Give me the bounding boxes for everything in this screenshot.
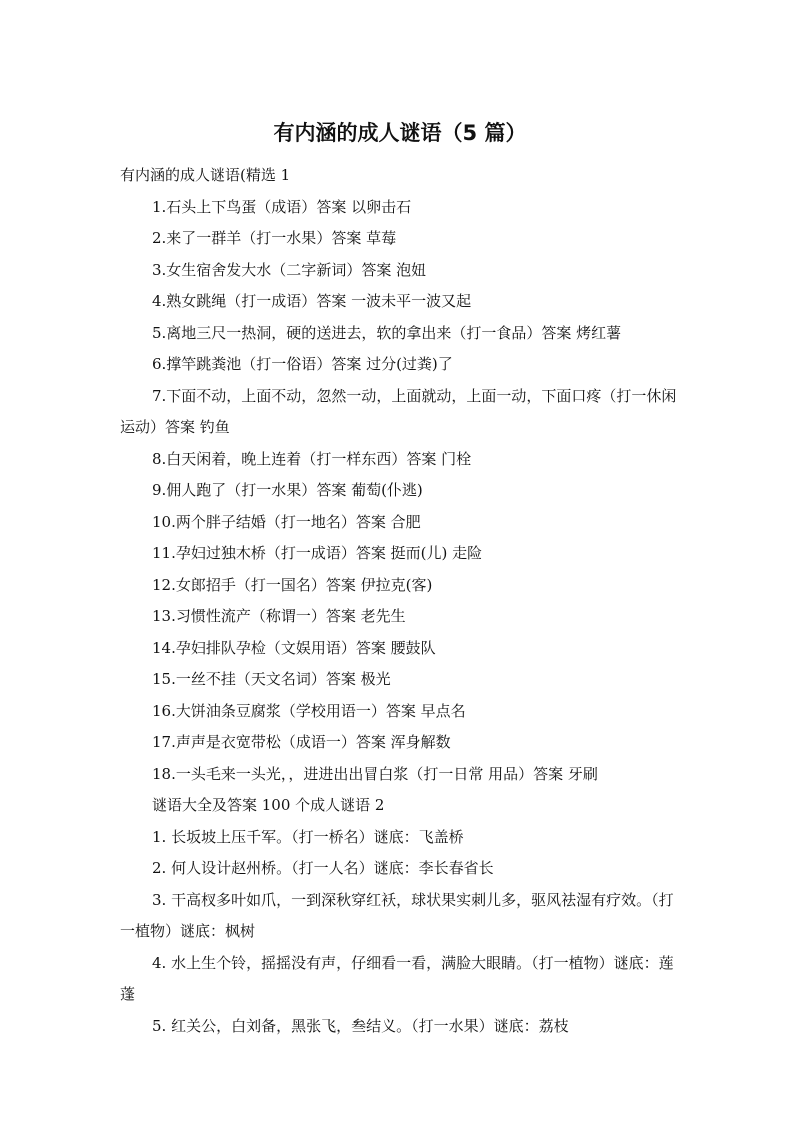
riddle-item: 8.白天闲着，晚上连着（打一样东西）答案 门栓 — [152, 449, 472, 468]
riddle-item: 3.女生宿舍发大水（二字新词）答案 泡妞 — [152, 260, 427, 279]
riddle-item: 13.习惯性流产（称谓一）答案 老先生 — [152, 607, 406, 625]
riddle-item: 7.下面不动，上面不动，忽然一动，上面就动，上面一动，下面口疼（打一休闲运动）答案 钓鱼 — [120, 386, 677, 436]
riddle-item: 10.两个胖子结婚（打一地名）答案 合肥 — [152, 512, 421, 531]
riddle-item: 12.女郎招手（打一国名）答案 伊拉克(客) — [152, 575, 433, 594]
riddle-item: 3. 干高杈多叶如爪，一到深秋穿红袄，球状果实刺儿多，驱风祛湿有疗效。（打一植物）谜底：枫树 — [120, 890, 674, 940]
riddle-item: 17.声声是衣宽带松（成语一）答案 浑身解数 — [152, 733, 451, 751]
riddle-item: 2. 何人设计赵州桥。（打一人名）谜底：李长春省长 — [152, 859, 494, 877]
riddle-item: 9.佣人跑了（打一水果）答案 葡萄(仆逃) — [152, 481, 423, 499]
riddle-item: 6.撑竿跳粪池（打一俗语）答案 过分(过粪)了 — [152, 355, 453, 373]
riddle-item: 5.离地三尺一热洞，硬的送进去，软的拿出来（打一食品）答案 烤红薯 — [152, 323, 622, 342]
riddle-item: 4.熟女跳绳（打一成语）答案 一波未平一波又起 — [152, 292, 472, 310]
riddle-item: 2.来了一群羊（打一水果）答案 草莓 — [152, 229, 397, 247]
riddle-item: 4. 水上生个铃，摇摇没有声，仔细看一看，满脸大眼睛。（打一植物）谜底：莲蓬 — [120, 953, 674, 1003]
riddle-item: 14.孕妇排队孕检（文娱用语）答案 腰鼓队 — [152, 638, 436, 657]
riddle-item: 11.孕妇过独木桥（打一成语）答案 挺而(儿) 走险 — [152, 544, 483, 562]
document-body — [120, 160, 680, 1042]
riddle-item: 16.大饼油条豆腐浆（学校用语一）答案 早点名 — [152, 701, 466, 720]
riddle-item: 18.一头毛来一头光，，进进出出冒白浆（打一日常 用品）答案 牙刷 — [152, 764, 598, 783]
riddle-item: 1.石头上下鸟蛋（成语）答案 以卵击石 — [152, 197, 412, 216]
document-title: 有内涵的成人谜语（5 篇） — [273, 121, 527, 145]
section2-heading: 谜语大全及答案 100 个成人谜语 2 — [152, 796, 385, 814]
riddle-item: 1. 长坂坡上压千军。（打一桥名）谜底：飞盖桥 — [152, 827, 464, 846]
riddle-item: 15.一丝不挂（天文名词）答案 极光 — [152, 670, 391, 688]
section1-heading: 有内涵的成人谜语(精选 1 — [120, 166, 291, 184]
riddle-item: 5. 红关公，白刘备，黑张飞，叁结义。（打一水果）谜底：荔枝 — [152, 1016, 569, 1035]
